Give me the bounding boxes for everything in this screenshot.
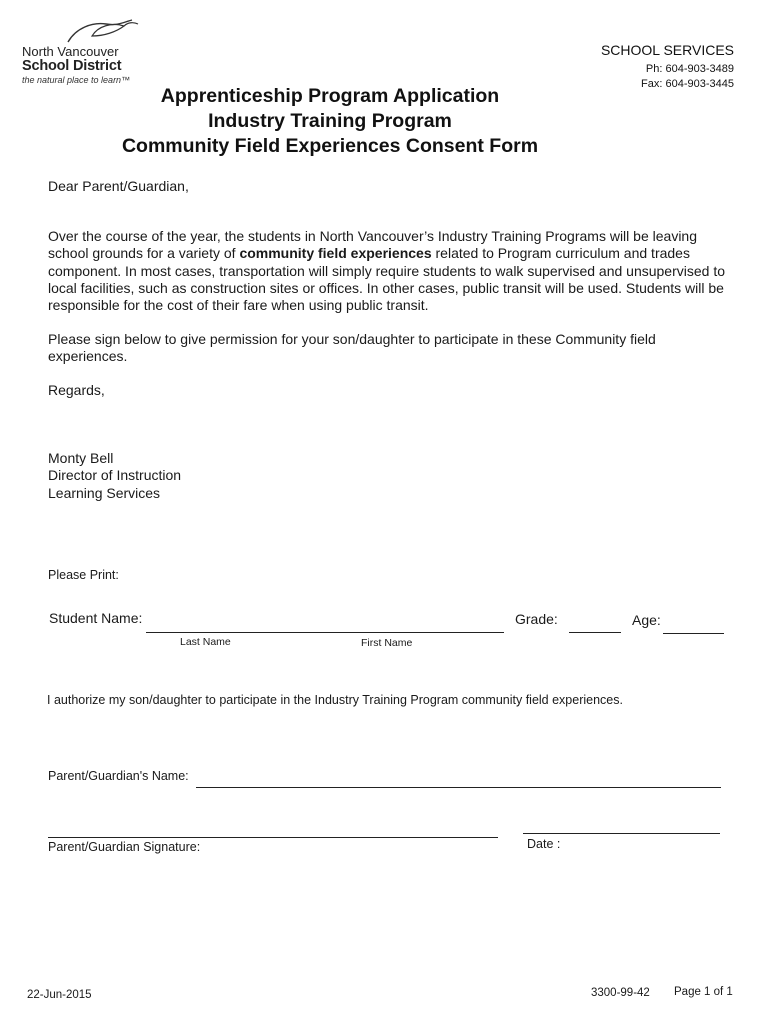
paragraph-1 bbox=[48, 228, 738, 314]
signer-title: Director of Instruction bbox=[48, 467, 182, 484]
title-line-1: Apprenticeship Program Application bbox=[160, 85, 500, 107]
authorization-statement: I authorize my son/daughter to participate in the Industry Training Program community field experiences. bbox=[47, 693, 623, 707]
form-title bbox=[80, 84, 580, 159]
paragraph-2: Please sign below to give permission for your son/daughter to participate in these Community field experiences. bbox=[48, 331, 656, 365]
signer-department: Learning Services bbox=[48, 484, 161, 501]
district-logo bbox=[22, 18, 162, 84]
please-print-label: Please Print: bbox=[48, 568, 119, 582]
guardian-signature-label: Parent/Guardian Signature: bbox=[48, 840, 201, 854]
logo-tagline: the natural place to learn™ bbox=[22, 75, 131, 85]
first-name-label: First Name bbox=[361, 637, 413, 649]
salutation: Dear Parent/Guardian, bbox=[48, 178, 189, 194]
leaf-logo-icon bbox=[62, 18, 142, 44]
paragraph-1-bold: community field experiences bbox=[239, 245, 432, 262]
fax-number: Fax: 604-903-3445 bbox=[641, 78, 734, 90]
school-services-title: SCHOOL SERVICES bbox=[600, 42, 734, 58]
grade-label: Grade: bbox=[515, 611, 558, 627]
guardian-signature-field[interactable] bbox=[48, 837, 498, 838]
signer-block bbox=[48, 450, 738, 502]
paragraph-1-start: Over the course of the year, the students in North Vancouver’s Industry Training Programs will be leaving school grounds for a variety of bbox=[48, 228, 697, 262]
date-label: Date : bbox=[527, 837, 561, 851]
guardian-name-label: Parent/Guardian's Name: bbox=[48, 769, 189, 783]
date-field[interactable] bbox=[523, 833, 720, 834]
footer-date: 22-Jun-2015 bbox=[27, 989, 92, 1001]
signer-name: Monty Bell bbox=[48, 450, 114, 466]
logo-text-north-vancouver: North Vancouver bbox=[22, 44, 119, 59]
guardian-name-field[interactable] bbox=[196, 787, 721, 788]
title-line-3: Community Field Experiences Consent Form bbox=[121, 135, 539, 157]
grade-field[interactable] bbox=[569, 632, 621, 633]
paragraph-1-end: related to Program curriculum and trades component. In most cases, transportation will simply require students to walk supervised and unsupervised to local facilities, such as construction sites or offices. In other cases, public transit will be used. Students will be responsible for the cost of their fare when using public transit. bbox=[48, 245, 726, 314]
last-name-label: Last Name bbox=[180, 636, 231, 648]
school-services-contact bbox=[601, 42, 734, 92]
footer-form-number: 3300-99-42 bbox=[591, 987, 650, 999]
logo-text-school-district: School District bbox=[22, 58, 122, 74]
student-name-label: Student Name: bbox=[49, 610, 143, 626]
age-field[interactable] bbox=[663, 633, 724, 634]
title-line-2: Industry Training Program bbox=[208, 110, 452, 132]
age-label: Age: bbox=[632, 612, 661, 628]
student-name-field[interactable] bbox=[146, 632, 504, 633]
footer-page-number: Page 1 of 1 bbox=[674, 986, 733, 998]
phone-number: Ph: 604-903-3489 bbox=[645, 63, 734, 75]
closing: Regards, bbox=[48, 382, 105, 398]
